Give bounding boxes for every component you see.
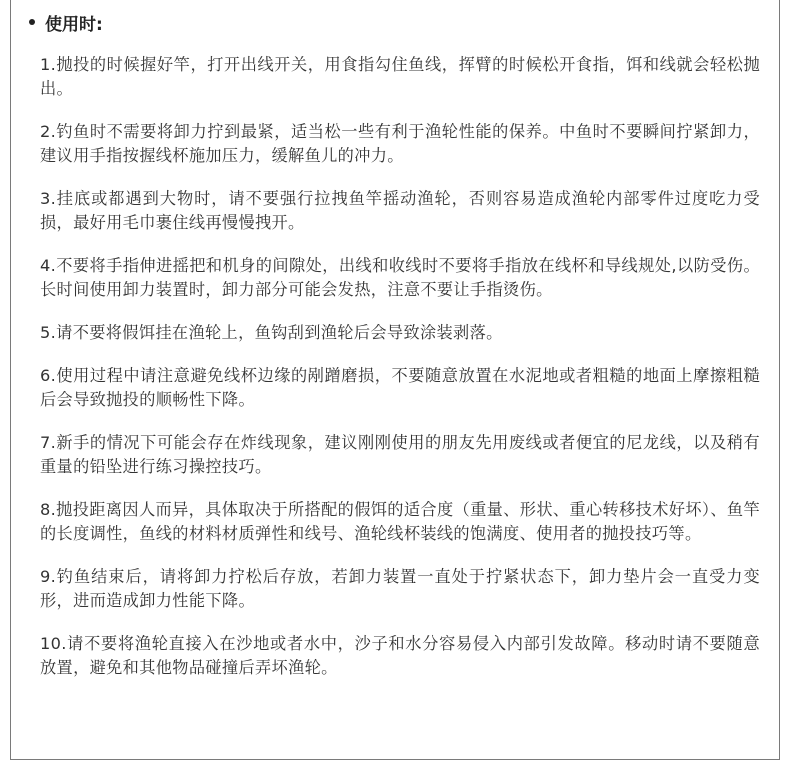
note-item bbox=[40, 187, 760, 235]
note-number: 9. bbox=[40, 567, 57, 586]
note-item bbox=[40, 254, 760, 302]
note-item bbox=[40, 53, 760, 101]
note-number: 10. bbox=[40, 634, 67, 653]
note-item bbox=[40, 120, 760, 168]
note-text: 请不要将渔轮直接入在沙地或者水中，沙子和水分容易侵入内部引发故障。移动时请不要随意放置，避免和其他物品碰撞后弄坏渔轮。 bbox=[40, 634, 760, 677]
note-item bbox=[40, 565, 760, 613]
note-item bbox=[40, 632, 760, 680]
note-item bbox=[40, 364, 760, 412]
note-text: 使用过程中请注意避免线杯边缘的剐蹭磨损，不要随意放置在水泥地或者粗糙的地面上摩擦粗糙后会导致抛投的顺畅性下降。 bbox=[40, 366, 760, 409]
note-item bbox=[40, 321, 760, 345]
note-text: 钓鱼结束后，请将卸力拧松后存放，若卸力装置一直处于拧紧状态下，卸力垫片会一直受力变形，进而造成卸力性能下降。 bbox=[40, 567, 760, 610]
note-text: 钓鱼时不需要将卸力拧到最紧，适当松一些有利于渔轮性能的保养。中鱼时不要瞬间拧紧卸力，建议用手指按握线杯施加压力，缓解鱼儿的冲力。 bbox=[40, 122, 760, 165]
note-number: 3. bbox=[40, 189, 57, 208]
note-number: 1. bbox=[40, 55, 57, 74]
note-text: 抛投距离因人而异，具体取决于所搭配的假饵的适合度（重量、形状、重心转移技术好坏）、鱼竿的长度调性，鱼线的材料材质弹性和线号、渔轮线杯装线的饱满度、使用者的抛投技巧等。 bbox=[40, 500, 760, 543]
bullet-icon bbox=[29, 19, 35, 25]
note-text: 抛投的时候握好竿，打开出线开关，用食指勾住鱼线，挥臂的时候松开食指，饵和线就会轻松抛出。 bbox=[40, 55, 760, 98]
note-number: 4. bbox=[40, 256, 57, 275]
note-text: 请不要将假饵挂在渔轮上，鱼钩刮到渔轮后会导致涂装剥落。 bbox=[56, 323, 503, 342]
usage-notes-list bbox=[40, 53, 760, 699]
note-number: 8. bbox=[40, 500, 57, 519]
note-text: 不要将手指伸进摇把和机身的间隙处，出线和收线时不要将手指放在线杯和导线规处,以防受伤。长时间使用卸力装置时，卸力部分可能会发热，注意不要让手指烫伤。 bbox=[40, 256, 760, 299]
note-number: 2. bbox=[40, 122, 57, 141]
note-text: 新手的情况下可能会存在炸线现象，建议刚刚使用的朋友先用废线或者便宜的尼龙线，以及稍有重量的铅坠进行练习操控技巧。 bbox=[40, 433, 760, 476]
note-number: 7. bbox=[40, 433, 57, 452]
note-item bbox=[40, 498, 760, 546]
section-heading bbox=[29, 10, 103, 34]
note-item bbox=[40, 431, 760, 479]
note-number: 6. bbox=[40, 366, 57, 385]
section-title: 使用时: bbox=[45, 14, 103, 35]
note-text: 挂底或都遇到大物时，请不要强行拉拽鱼竿摇动渔轮，否则容易造成渔轮内部零件过度吃力受损，最好用毛巾裹住线再慢慢拽开。 bbox=[40, 189, 760, 232]
note-number: 5. bbox=[40, 323, 57, 342]
